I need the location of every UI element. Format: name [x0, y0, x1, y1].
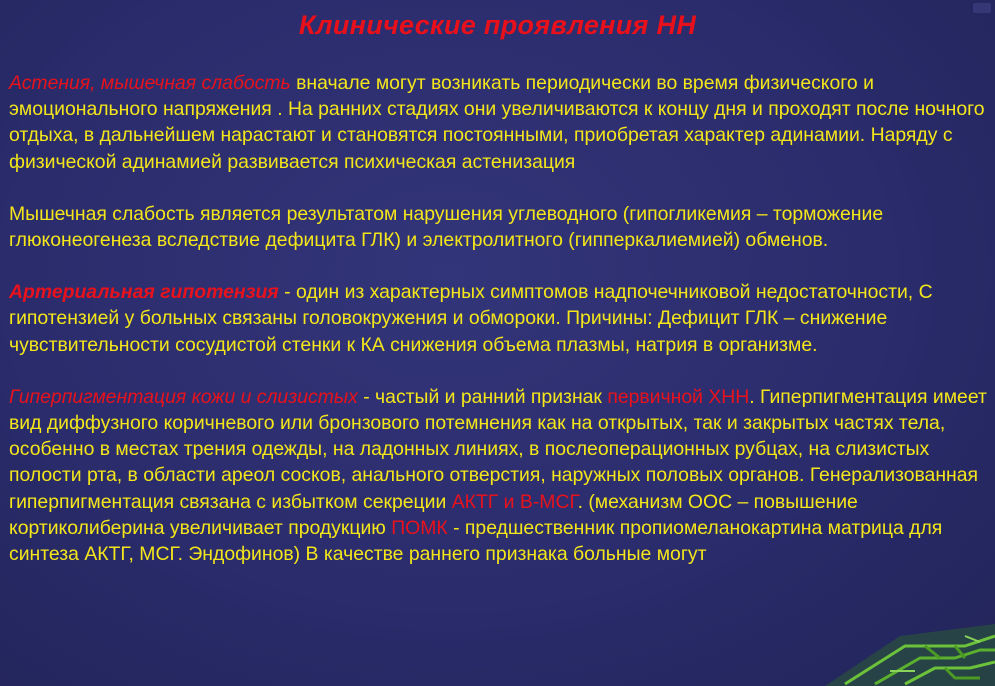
slide-title: Клинические проявления НН	[298, 10, 697, 40]
paragraph-asthenia-text: вначале могут возникать периодически во время физического и эмоционального напряжения . На ранних стадиях они увеличиваются к концу дня и проходят после ночного отдыха, в дальнейшем нарастают и становятся постоянными, приобретая характер адинамии. Наряду с физической адинамией развивается психическая астенизация	[9, 72, 985, 173]
hyperpigmentation-text-4: - предшественник пропиомеланокартина матрица для синтеза АКТГ, МСГ. Эндофинов) В качестве раннего признака больные могут	[9, 516, 943, 566]
hyperpigmentation-text-2: . Гиперпигментация имеет вид диффузного коричневого или бронзового потемнения как на открытых, так и закрытых частях тела, особенно в местах трения одежды, на ладонных линиях, в послеоперационных рубцах, на слизистых полости рта, в области ареол сосков, анального отверстия, наружных половых органов. Генерализованная гиперпигментация связана с избытком секреции	[9, 385, 987, 513]
term-pomc: ПОМК	[391, 516, 448, 539]
paragraph-asthenia	[9, 70, 993, 175]
paragraph-hypotension	[9, 279, 993, 358]
paragraph-muscle-weakness-text: Мышечная слабость является результатом нарушения углеводного (гипогликемия – торможение глюконеогенеза вследствие дефицита ГЛК) и электролитного (гипперкалиемией) обменов.	[9, 202, 884, 252]
term-hypotension: Артериальная гипотензия	[9, 281, 279, 304]
hyperpigmentation-text-3: . (механизм ООС – повышение кортиколиберина увеличивает продукцию	[9, 490, 858, 539]
slide-body	[9, 70, 993, 567]
term-actg-msg: АКТГ и В-МСГ	[451, 490, 578, 513]
term-primary-hnn: первичной ХНН	[607, 385, 750, 408]
hyperpigmentation-text-1: - частый и ранний признак	[357, 385, 608, 408]
term-hyperpigmentation: Гиперпигментация кожи и слизистых	[9, 385, 358, 408]
paragraph-hyperpigmentation	[9, 384, 993, 567]
paragraph-hypotension-text: - один из характерных симптомов надпочечниковой недостаточности, С гипотензией у больных связаны головокружения и обмороки. Причины: Дефицит ГЛК – снижение чувствительности сосудистой стенки к КА снижения объема плазмы, натрия в организме.	[9, 281, 933, 356]
term-asthenia: Астения, мышечная слабость	[9, 72, 291, 94]
maze-decoration	[805, 616, 995, 686]
paragraph-muscle-weakness	[9, 201, 993, 253]
